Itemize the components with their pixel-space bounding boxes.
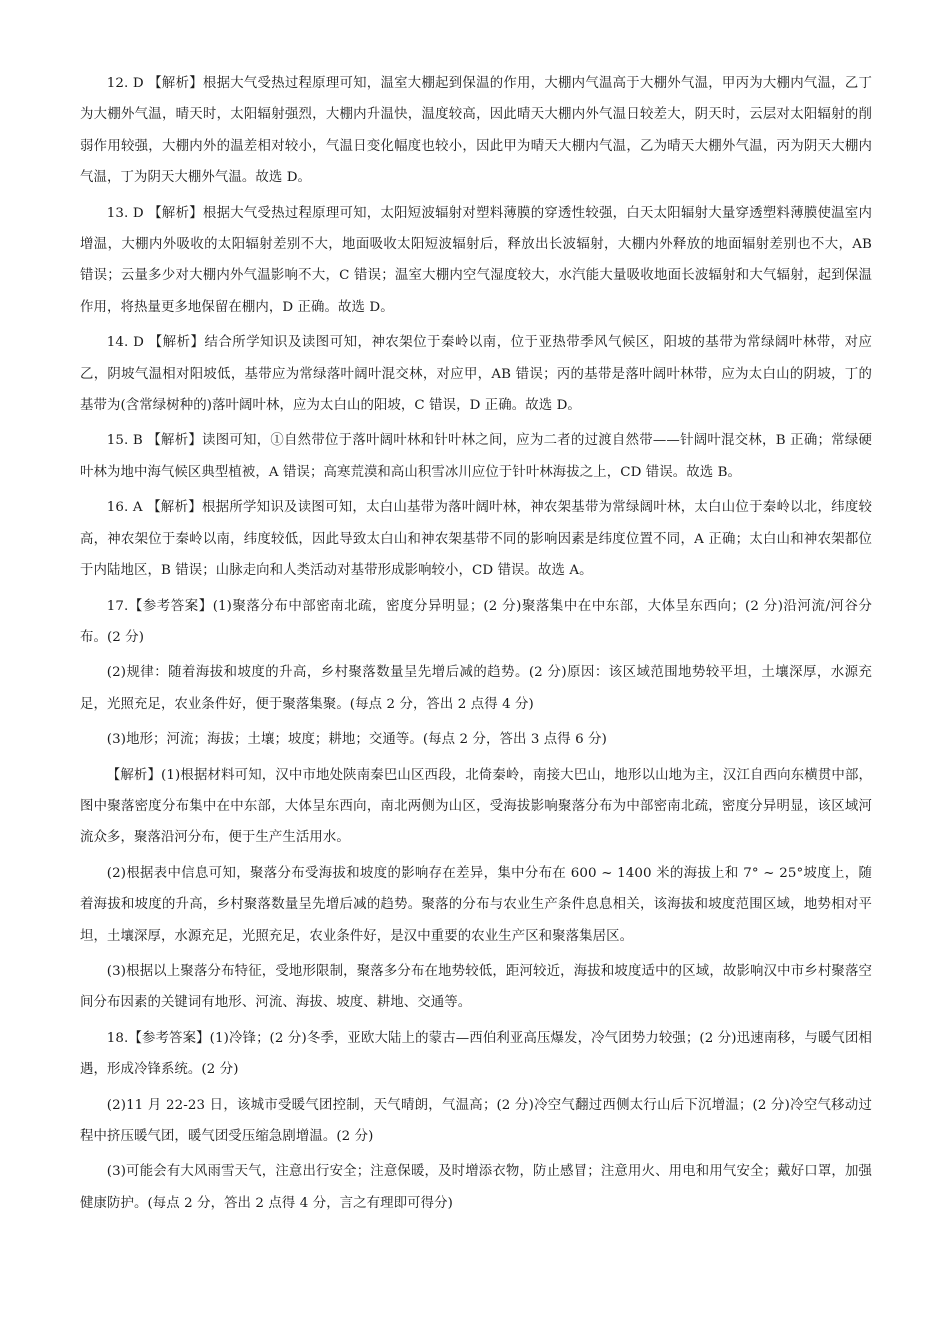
analysis-q17-part2: (2)根据表中信息可知，聚落分布受海拔和坡度的影响存在差异，集中分布在 600 ~ 1400 米的海拔上和 7° ~ 25°坡度上，随着海拔和坡度的升高，乡村聚落数量呈先增后减的趋势。聚落的分布与农业生产条件息息相关，该海拔和坡度范围区域，地势相对平坦，土壤深厚，水源充足，光照充足，农业条件好，是汉中重要的农业生产区和聚落集居区。 bbox=[80, 865, 872, 944]
answer-q17-part1: 17.【参考答案】(1)聚落分布中部密南北疏，密度分异明显；(2 分)聚落集中在中东部，大体呈东西向；(2 分)沿河流/河谷分布。(2 分) bbox=[80, 598, 872, 645]
answer-q18-part3: (3)可能会有大风雨雪天气，注意出行安全；注意保暖，及时增添衣物，防止感冒；注意用火、用电和用气安全；戴好口罩，加强健康防护。(每点 2 分，答出 2 点得 4 分，言之有理即可得分) bbox=[80, 1164, 872, 1211]
analysis-q17-part1: 【解析】(1)根据材料可知，汉中市地处陕南秦巴山区西段，北倚秦岭，南接大巴山，地形以山地为主，汉江自西向东横贯中部，图中聚落密度分布集中在中东部，大体呈东西向，南北两侧为山区，受海拔影响聚落分布为中部密南北疏，密度分异明显，该区域河流众多，聚落沿河分布，便于生产生活用水。 bbox=[80, 767, 872, 846]
analysis-q17-part3: (3)根据以上聚落分布特征，受地形限制，聚落多分布在地势较低，距河较近，海拔和坡度适中的区域，故影响汉中市乡村聚落空间分布因素的关键词有地形、河流、海拔、坡度、耕地、交通等。 bbox=[80, 963, 872, 1011]
answer-q18-part1: 18.【参考答案】(1)冷锋；(2 分)冬季，亚欧大陆上的蒙古—西伯利亚高压爆发，冷气团势力较强；(2 分)迅速南移，与暖气团相遇，形成冷锋系统。(2 分) bbox=[80, 1030, 872, 1078]
answer-q12: 12. D 【解析】根据大气受热过程原理可知，温室大棚起到保温的作用，大棚内气温高于大棚外气温，甲丙为大棚内气温，乙丁为大棚外气温，晴天时，太阳辐射强烈，大棚内升温快，温度较高，因此晴天大棚内外气温日较差大，阴天时，云层对太阳辐射的削弱作用较强，大棚内外的温差相对较小，气温日变化幅度也较小，因此甲为晴天大棚内气温，乙为晴天大棚外气温，丙为阴天大棚内气温，丁为阴天大棚外气温。故选 D。 bbox=[80, 76, 872, 186]
answer-q13: 13. D 【解析】根据大气受热过程原理可知，太阳短波辐射对塑料薄膜的穿透性较强，白天太阳辐射大量穿透塑料薄膜使温室内增温，大棚内外吸收的太阳辐射差别不大，地面吸收太阳短波辐射后，释放出长波辐射，大棚内外释放的地面辐射差别也不大，AB 错误；云量多少对大棚内外气温影响不大，C 错误；温室大棚内空气湿度较大，水汽能大量吸收地面长波辐射和大气辐射，起到保温作用，将热量更多地保留在棚内，D 正确。故选 D。 bbox=[80, 205, 872, 315]
answer-q15: 15. B 【解析】读图可知，①自然带位于落叶阔叶林和针叶林之间，应为二者的过渡自然带——针阔叶混交林，B 正确；常绿硬叶林为地中海气候区典型植被，A 错误；高寒荒漠和高山积雪冰川应位于针叶林海拔之上，CD 错误。故选 B。 bbox=[80, 433, 872, 480]
answer-q17-part3: (3)地形；河流；海拔；土壤；坡度；耕地；交通等。(每点 2 分，答出 3 点得 6 分) bbox=[106, 732, 607, 748]
answer-q18-part2: (2)11 月 22-23 日，该城市受暖气团控制，天气晴朗，气温高；(2 分)冷空气翻过西侧太行山后下沉增温；(2 分)冷空气移动过程中挤压暖气团，暖气团受压缩急剧增温。(2 分) bbox=[80, 1097, 872, 1144]
answer-q14: 14. D 【解析】结合所学知识及读图可知，神农架位于秦岭以南，位于亚热带季风气候区，阳坡的基带为常绿阔叶林带，对应乙，阴坡气温相对阳坡低，基带应为常绿落叶阔叶混交林，对应甲，AB 错误；丙的基带是落叶阔叶林带，应为太白山的阴坡，丁的基带为(含常绿树种的)落叶阔叶林，应为太白山的阳坡，C 错误，D 正确。故选 D。 bbox=[80, 335, 872, 414]
answer-q17-part2: (2)规律：随着海拔和坡度的升高，乡村聚落数量呈先增后减的趋势。(2 分)原因：该区域范围地势较平坦，土壤深厚，水源充足，光照充足，农业条件好，便于聚落集聚。(每点 2 分，答出 2 点得 4 分) bbox=[80, 665, 872, 712]
answer-q16: 16. A 【解析】根据所学知识及读图可知，太白山基带为落叶阔叶林，神农架基带为常绿阔叶林，太白山位于秦岭以北，纬度较高，神农架位于秦岭以南，纬度较低，因此导致太白山和神农架基带不同的影响因素是纬度位置不同，A 正确；太白山和神农架都位于内陆地区，B 错误；山脉走向和人类活动对基带形成影响较小，CD 错误。故选 A。 bbox=[80, 500, 872, 579]
